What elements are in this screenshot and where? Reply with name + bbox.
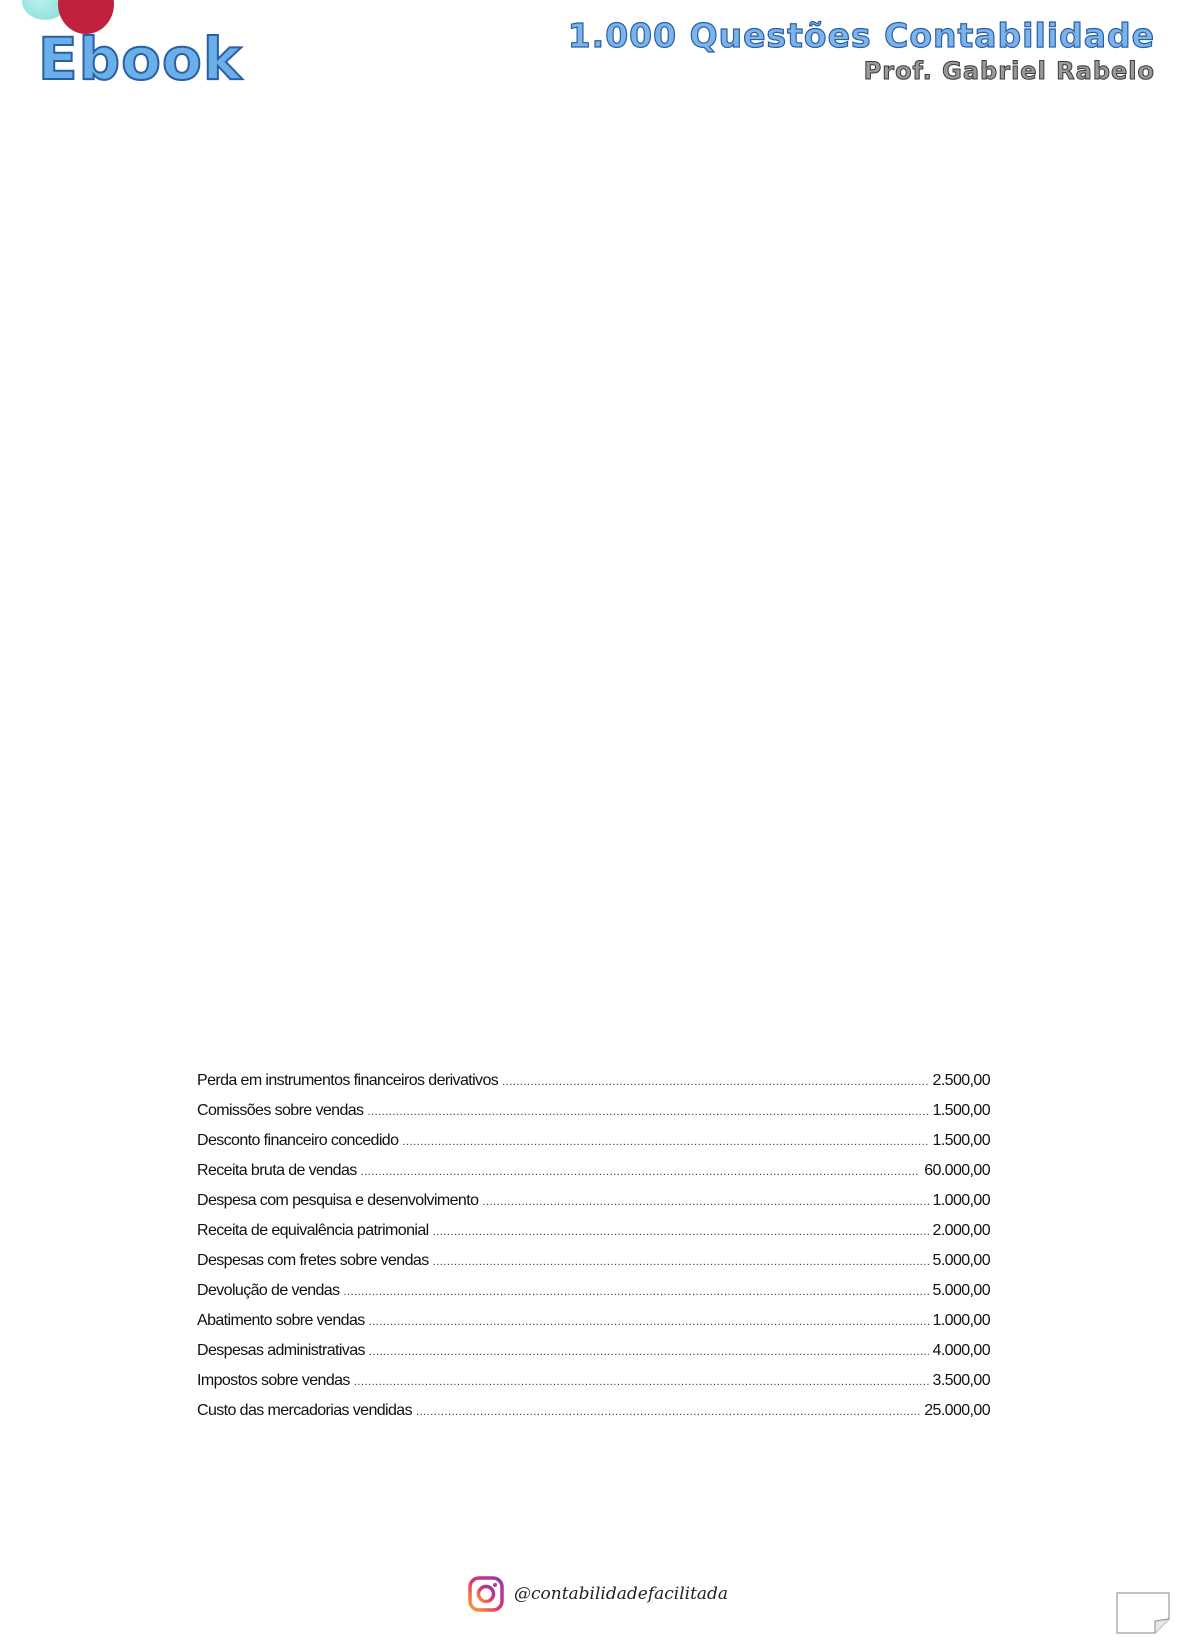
dot-leader [354,1367,929,1397]
ledger-value: 25.000,00 [924,1402,990,1419]
ledger-value: 3.500,00 [932,1372,990,1389]
dot-leader [502,1067,928,1097]
page-header [568,18,1155,85]
dot-leader [433,1247,929,1277]
book-title: 1.000 Questões Contabilidade [567,16,1155,55]
ledger-row [197,1186,990,1216]
dot-leader [433,1217,929,1247]
ledger-row [197,1066,990,1096]
ebook-logo [0,0,260,100]
page-curl-icon [1113,1589,1173,1637]
ledger-value: 1.000,00 [932,1192,990,1209]
dot-leader [369,1337,929,1367]
ledger-row [197,1096,990,1126]
ledger-label: Despesa com pesquisa e desenvolvimento [197,1192,479,1209]
ledger-list [197,1066,990,1426]
dot-leader [367,1097,928,1127]
author-name: Prof. Gabriel Rabelo [863,57,1155,86]
dot-leader [343,1277,928,1307]
ledger-row [197,1366,990,1396]
page-footer [468,1576,728,1612]
dot-leader [416,1397,920,1427]
ledger-label: Despesas com fretes sobre vendas [197,1252,429,1269]
dot-leader [369,1307,929,1337]
ledger-row [197,1216,990,1246]
ledger-row [197,1306,990,1336]
ledger-row [197,1336,990,1366]
dot-leader [402,1127,928,1157]
ledger-label: Receita bruta de vendas [197,1162,357,1179]
ledger-label: Impostos sobre vendas [197,1372,350,1389]
ledger-value: 2.000,00 [932,1222,990,1239]
ledger-value: 60.000,00 [924,1162,990,1179]
ledger-value: 1.500,00 [932,1102,990,1119]
ledger-value: 5.000,00 [932,1252,990,1269]
ledger-label: Comissões sobre vendas [197,1102,364,1119]
ledger-row [197,1126,990,1156]
ledger-label: Abatimento sobre vendas [197,1312,365,1329]
ledger-value: 2.500,00 [932,1072,990,1089]
instagram-icon[interactable] [468,1576,504,1612]
ledger-row [197,1276,990,1306]
ledger-row [197,1156,990,1186]
dot-leader [482,1187,928,1217]
ledger-label: Despesas administrativas [197,1342,365,1359]
ledger-row [197,1396,990,1426]
ledger-label: Desconto financeiro concedido [197,1132,399,1149]
ledger-value: 4.000,00 [932,1342,990,1359]
instagram-handle[interactable]: @contabilidadefacilitada [514,1584,729,1604]
ledger-value: 1.000,00 [932,1312,990,1329]
ledger-label: Custo das mercadorias vendidas [197,1402,413,1419]
ledger-label: Devolução de vendas [197,1282,340,1299]
ledger-label: Receita de equivalência patrimonial [197,1222,429,1239]
ledger-value: 5.000,00 [932,1282,990,1299]
dot-leader [361,1157,921,1187]
ledger-value: 1.500,00 [932,1132,990,1149]
ledger-label: Perda em instrumentos financeiros derivativos [197,1072,499,1089]
ledger-row [197,1246,990,1276]
logo-text: Ebook [38,25,243,93]
